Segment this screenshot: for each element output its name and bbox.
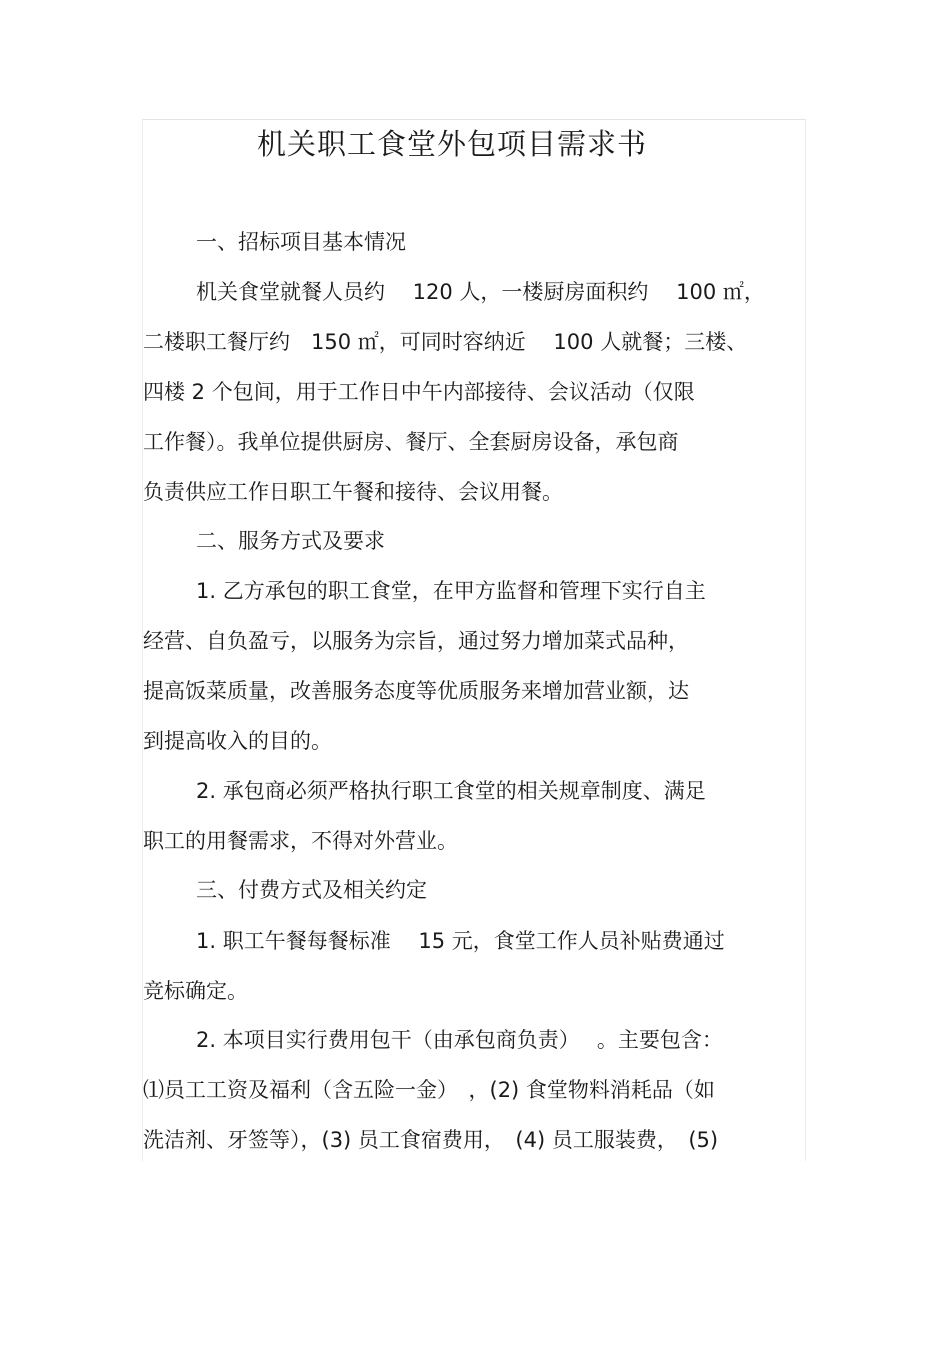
section-heading-1: 一、招标项目基本情况 (196, 230, 406, 254)
paragraph-line: 2. 本项目实行费用包干（由承包商负责） 。主要包含： (196, 1028, 723, 1052)
paragraph-line: 二楼职工餐厅约 150 ㎡，可同时容纳近 100 人就餐；三楼、 (143, 330, 748, 354)
paragraph-line: 1. 职工午餐每餐标准 15 元，食堂工作人员补贴费通过 (196, 929, 725, 953)
paragraph-line: 到提高收入的目的。 (143, 729, 332, 753)
paragraph-line: 1. 乙方承包的职工食堂，在甲方监督和管理下实行自主 (196, 579, 706, 603)
paragraph-line: 工作餐）。我单位提供厨房、餐厅、全套厨房设备，承包商 (143, 430, 679, 454)
paragraph-line: 提高饭菜质量，改善服务态度等优质服务来增加营业额，达 (143, 679, 689, 703)
section-heading-2: 二、服务方式及要求 (196, 529, 385, 553)
section-heading-3: 三、付费方式及相关约定 (196, 878, 427, 902)
paragraph-line: 职工的用餐需求，不得对外营业。 (143, 829, 458, 853)
paragraph-line: ⑴员工工资及福利（含五险一金） ，(2) 食堂物料消耗品（如 (143, 1078, 715, 1102)
paragraph-line: 四楼 2 个包间，用于工作日中午内部接待、会议活动（仅限 (143, 380, 695, 404)
paragraph-line: 2. 承包商必须严格执行职工食堂的相关规章制度、满足 (196, 779, 706, 803)
paragraph-line: 机关食堂就餐人员约 120 人，一楼厨房面积约 100 ㎡， (196, 280, 765, 304)
paragraph-line: 负责供应工作日职工午餐和接待、会议用餐。 (143, 480, 563, 504)
paragraph-line: 竞标确定。 (143, 979, 248, 1003)
paragraph-line: 经营、自负盈亏，以服务为宗旨，通过努力增加菜式品种， (143, 629, 689, 653)
document-title: 机关职工食堂外包项目需求书 (256, 127, 647, 161)
paragraph-line: 洗洁剂、牙签等），(3) 员工食宿费用， (4) 员工服装费， (5) (143, 1128, 719, 1152)
